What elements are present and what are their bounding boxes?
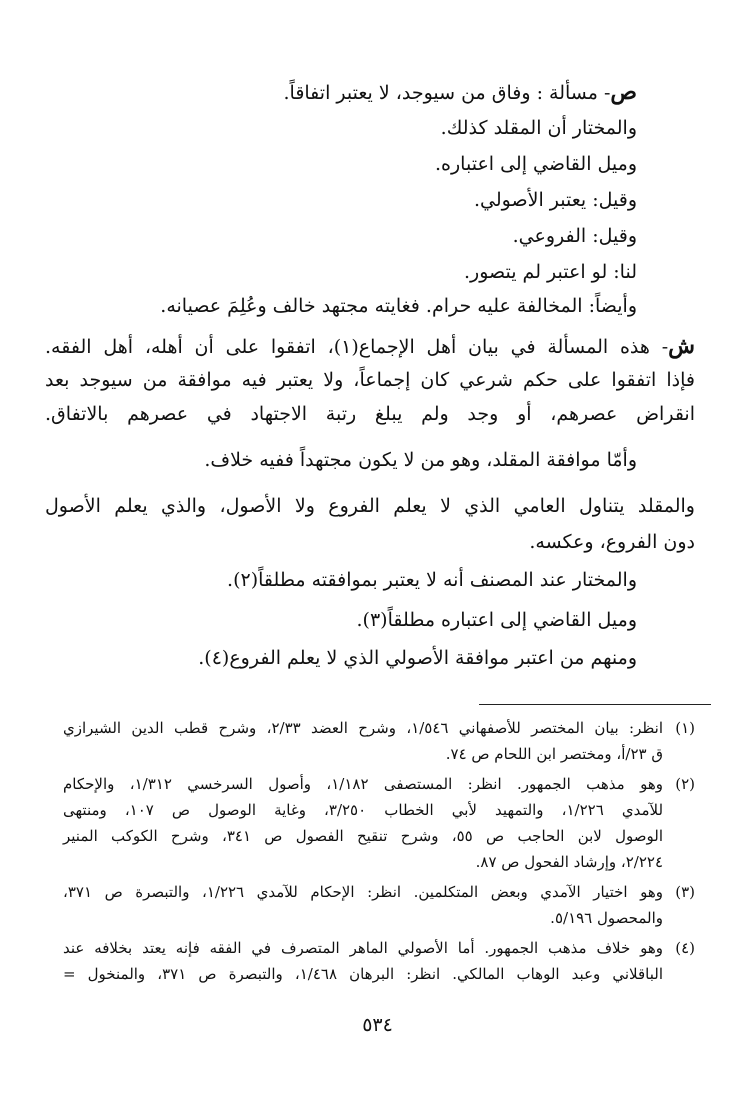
matn-line-3: وميل القاضي إلى اعتباره. [435,153,637,175]
footnote-3-line-2: والمحصول ٥/١٩٦. [550,909,663,927]
sharh-line-9: ومنهم من اعتبر موافقة الأصولي الذي لا يعلم الفروع(٤). [198,647,637,669]
sharh-line-8: وميل القاضي إلى اعتباره مطلقاً(٣). [356,609,637,631]
footnote-3-line-1: وهو اختيار الآمدي وبعض المتكلمين. انظر: الإحكام للآمدي ١/٢٢٦، والتبصرة ص ٣٧١، [63,883,663,901]
sharh-line-2: فإذا اتفقوا على حكم شرعي كان إجماعاً، ولا يعتبر فيه موافقة من سيوجد بعد [45,369,695,391]
matn-line-2: والمختار أن المقلد كذلك. [440,117,637,139]
footnote-2-line-2: للآمدي ١/٢٢٦، والتمهيد لأبي الخطاب ٣/٢٥٠، وغاية الوصول ص ١٠٧، ومنتهى [63,801,664,819]
footnote-2-line-4: ٢/٢٢٤، وإرشاد الفحول ص ٨٧. [475,853,663,871]
matn-line-7: وأيضاً: المخالفة عليه حرام. فغايته مجتهد خالف وعُلِمَ عصيانه. [160,295,637,317]
matn-marker: ص [610,79,637,105]
matn-line-5: وقيل: الفروعي. [512,225,637,247]
sharh-line-6: دون الفروع، وعكسه. [529,531,695,553]
matn-line-1 [283,78,637,107]
footnote-4-line-1: وهو خلاف مذهب الجمهور. أما الأصولي الماهر المتصرف في الفقه فإنه يعتد بخلافه عند [63,939,663,957]
matn-text-1: - مسألة : وفاق من سيوجد، لا يعتبر اتفاقاً. [283,82,611,104]
matn-line-6: لنا: لو اعتبر لم يتصور. [463,261,637,283]
footnote-number-3: (٣) [675,883,695,901]
sharh-line-3: انقراض عصرهم، أو وجد ولم يبلغ رتبة الاجتهاد في عصرهم بالاتفاق. [45,403,695,425]
sharh-line-7: والمختار عند المصنف أنه لا يعتبر بموافقته مطلقاً(٢). [227,569,637,591]
footnote-2-line-3: الوصول لابن الحاجب ص ٥٥، وشرح تنقيح الفصول ص ٣٤١، وشرح الكوكب المنير [63,827,664,845]
sharh-line-5: والمقلد يتناول العامي الذي لا يعلم الفروع ولا الأصول، والذي يعلم الأصول [45,495,695,517]
matn-line-4: وقيل: يعتبر الأصولي. [474,189,637,211]
sharh-marker: ش [668,333,695,359]
footnote-1-line-1: انظر: بيان المختصر للأصفهاني ١/٥٤٦، وشرح العضد ٢/٣٣، وشرح قطب الدين الشيرازي [63,719,663,737]
footnote-4-line-2: الباقلاني وعبد الوهاب المالكي. انظر: البرهان ١/٤٦٨، والتبصرة ص ٣٧١، والمنخول = [63,965,663,983]
sharh-line-4: وأمّا موافقة المقلد، وهو من لا يكون مجتهداً ففيه خلاف. [204,449,637,471]
sharh-line-1 [45,332,695,361]
footnote-number-1: (١) [675,719,695,737]
page-number: ٥٣٤ [362,1014,393,1036]
footnote-number-2: (٢) [675,775,695,793]
footnote-number-4: (٤) [675,939,695,957]
footnote-1-line-2: ق ٢٣/أ، ومختصر ابن اللحام ص ٧٤. [445,745,663,763]
sharh-text-1: - هذه المسألة في بيان أهل الإجماع(١)، اتفقوا على أن أهله، أهل الفقه. [45,336,669,358]
footnote-2-line-1: وهو مذهب الجمهور. انظر: المستصفى ١/١٨٢، وأصول السرخسي ١/٣١٢، والإحكام [63,775,663,793]
footnote-separator [479,704,711,705]
